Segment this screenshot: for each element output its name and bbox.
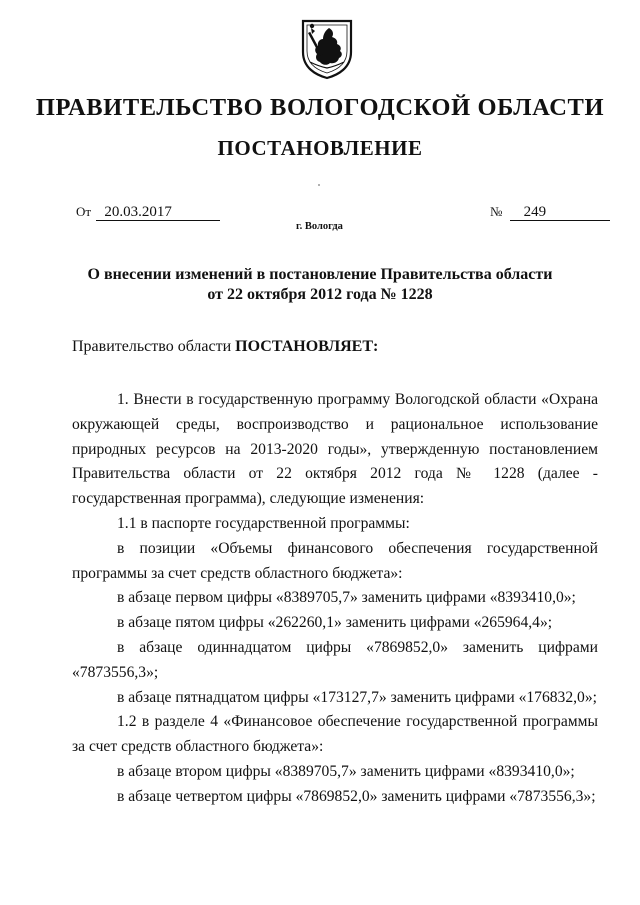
paragraph-abz-1: в абзаце первом цифры «8389705,7» заменить цифрами «8393410,0»; [117,589,576,607]
city-label: г. Вологда [296,221,343,232]
paragraph-abz-4: в абзаце четвертом цифры «7869852,0» заменить цифрами «7873556,3»; [117,787,596,805]
intro-subject: Правительство области [72,338,232,355]
paragraph-abz-11: в абзаце одиннадцатом цифры «7869852,0» заменить цифрами «7873556,3»; [72,638,598,681]
paragraph-position: в позиции «Объемы финансового обеспечения государственной программы за счет средств областного бюджета»: [72,539,598,582]
paragraph-abz-15: в абзаце пятнадцатом цифры «173127,7» заменить цифрами «176832,0»; [117,688,597,706]
coat-of-arms-icon [300,18,354,80]
paragraph-abz-5: в абзаце пятом цифры «262260,1» заменить цифрами «265964,4»; [117,614,553,632]
number-block [490,204,610,221]
paragraph-1-1: 1.1 в паспорте государственной программы: [117,514,410,532]
subject-line-1: О внесении изменений в постановление Правительства области [87,266,553,283]
government-title: ПРАВИТЕЛЬСТВО ВОЛОГОДСКОЙ ОБЛАСТИ [35,94,605,121]
paragraph-1: 1. Внести в государственную программу Вологодской области «Охрана окружающей среды, воспроизводство и рациональное использование природных ресурсов на 2013-2020 годы», утвержденную постановлением Правительства области от 22 октября 2012 года № 1228 (далее - государственная программа), следующие изменения: [72,391,598,508]
number-prefix: № [490,204,503,219]
subject-line-2: от 22 октября 2012 года № 1228 [207,286,433,303]
decree-intro [72,338,378,356]
number-value: 249 [510,204,610,221]
date-value: 20.03.2017 [96,204,220,221]
scan-dot [318,184,320,186]
paragraph-1-2: 1.2 в разделе 4 «Финансовое обеспечение государственной программы за счет средств областного бюджета»: [72,713,598,756]
paragraph-abz-2: в абзаце втором цифры «8389705,7» заменить цифрами «8393410,0»; [117,762,575,780]
decree-word: ПОСТАНОВЛЯЕТ: [235,338,379,355]
date-prefix: От [76,204,92,219]
document-subject [60,265,580,305]
date-block [76,204,220,221]
document-body [72,388,598,810]
document-type: ПОСТАНОВЛЕНИЕ [217,136,423,160]
